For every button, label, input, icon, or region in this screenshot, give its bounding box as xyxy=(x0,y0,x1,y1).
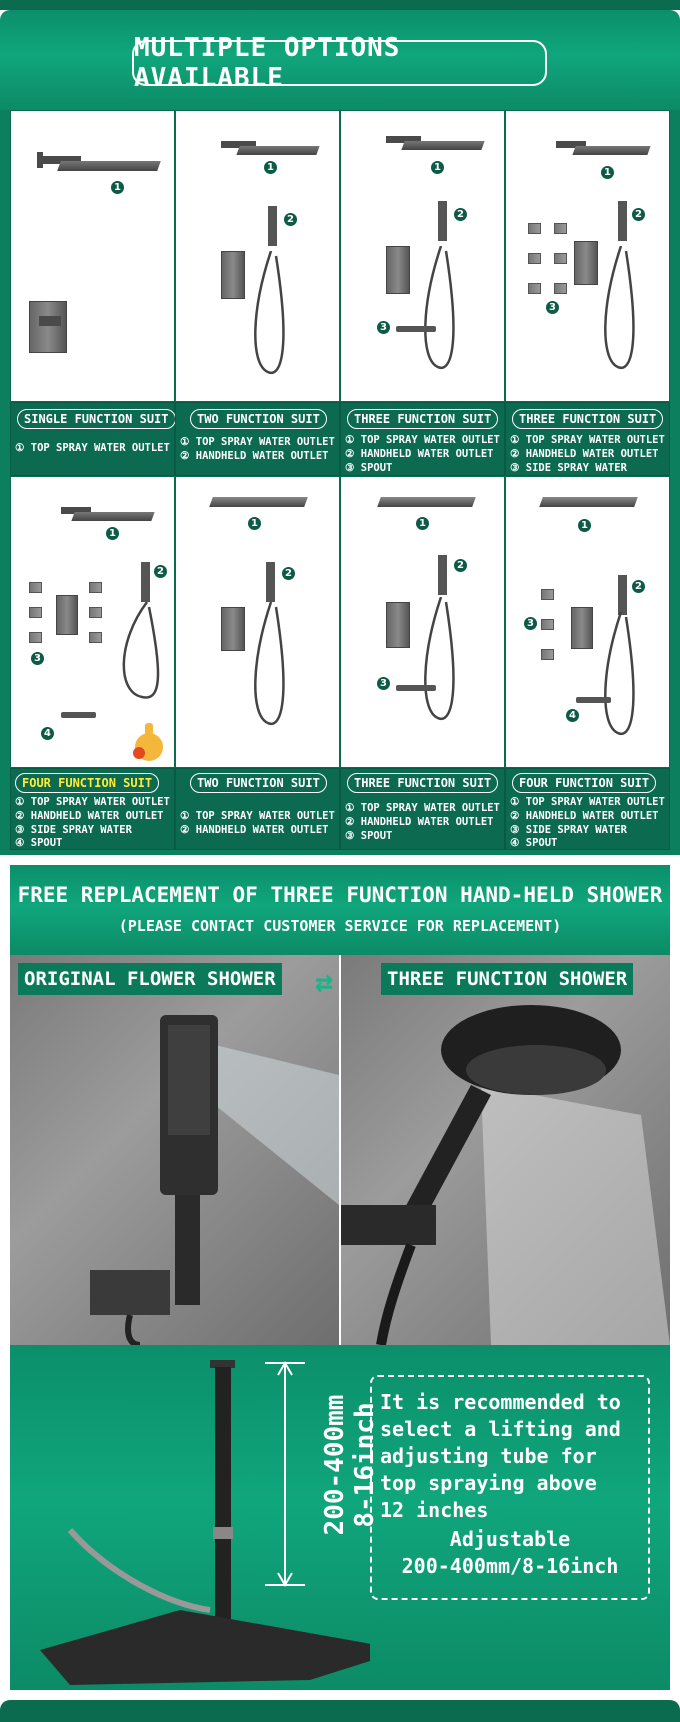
feature-line: ② HANDHELD WATER OUTLET xyxy=(510,448,659,460)
hose-icon xyxy=(596,612,656,752)
marker-1: 1 xyxy=(111,181,124,194)
feature-line: ③ SIDE SPRAY WATER xyxy=(15,824,132,836)
adjust-section xyxy=(10,1345,670,1690)
marker-1: 1 xyxy=(431,161,444,174)
replacement-header xyxy=(10,865,670,955)
round-hand-shower-icon xyxy=(341,955,670,1345)
hose-icon xyxy=(416,246,476,386)
option-image-three-function-square xyxy=(340,476,505,768)
marker-2: 2 xyxy=(454,559,467,572)
feature-line: ② HANDHELD WATER OUTLET xyxy=(180,450,329,462)
option-label-6 xyxy=(340,768,505,850)
marker-1: 1 xyxy=(601,166,614,179)
marker-4: 4 xyxy=(41,727,54,740)
swap-arrows-icon: ⇄ xyxy=(315,965,334,1000)
thumbs-up-icon xyxy=(131,717,171,767)
feature-line: ② HANDHELD WATER OUTLET xyxy=(180,824,329,836)
section-title: MULTIPLE OPTIONS AVAILABLE xyxy=(132,40,547,86)
option-label-7 xyxy=(505,768,670,850)
option-label-1 xyxy=(175,402,340,476)
feature-line: ③ SIDE SPRAY WATER xyxy=(510,824,627,836)
function-pill: SINGLE FUNCTION SUIT xyxy=(17,409,176,429)
marker-2: 2 xyxy=(632,580,645,593)
hose-icon xyxy=(246,602,306,742)
function-pill: THREE FUNCTION SUIT xyxy=(512,409,663,429)
option-image-single-function xyxy=(10,110,175,402)
replacement-section xyxy=(10,865,670,1345)
hose-icon xyxy=(416,597,476,737)
note-line: adjusting tube for xyxy=(380,1444,597,1468)
feature-line: ② HANDHELD WATER OUTLET xyxy=(345,816,494,828)
recommendation-note xyxy=(370,1375,650,1600)
dimension-inch-label: 8-16inch xyxy=(350,1402,380,1528)
marker-1: 1 xyxy=(264,161,277,174)
note-line: select a lifting and xyxy=(380,1417,621,1441)
marker-2: 2 xyxy=(154,565,167,578)
feature-line: ① TOP SPRAY WATER OUTLET xyxy=(510,434,665,446)
function-pill: FOUR FUNCTION SUIT xyxy=(512,773,656,793)
marker-1: 1 xyxy=(416,517,429,530)
hose-icon xyxy=(246,251,306,391)
marker-2: 2 xyxy=(282,567,295,580)
original-shower-label: ORIGINAL FLOWER SHOWER xyxy=(18,963,282,995)
feature-line: ① TOP SPRAY WATER OUTLET xyxy=(510,796,665,808)
feature-line: ① TOP SPRAY WATER OUTLET xyxy=(15,796,170,808)
feature-line: ① TOP SPRAY WATER OUTLET xyxy=(345,434,500,446)
replacement-title: FREE REPLACEMENT OF THREE FUNCTION HAND-HELD SHOWER xyxy=(17,883,663,907)
options-grid xyxy=(0,110,680,855)
adjustable-value: 200-400mm/8-16inch xyxy=(401,1554,619,1578)
marker-3: 3 xyxy=(377,677,390,690)
feature-line: ② HANDHELD WATER OUTLET xyxy=(15,810,164,822)
hose-icon xyxy=(596,246,656,386)
dimension-mm-label: 200-400mm xyxy=(320,1394,350,1536)
marker-3: 3 xyxy=(546,301,559,314)
function-pill: TWO FUNCTION SUIT xyxy=(190,773,327,793)
feature-line: ① TOP SPRAY WATER OUTLET xyxy=(180,810,335,822)
note-line: It is recommended to xyxy=(380,1390,621,1414)
marker-1: 1 xyxy=(106,527,119,540)
option-image-two-function-square xyxy=(175,476,340,768)
option-image-two-function xyxy=(175,110,340,402)
option-image-four-function xyxy=(10,476,175,768)
three-function-shower-photo xyxy=(341,955,670,1345)
ceiling-shower-arm-icon xyxy=(10,1345,370,1690)
note-line: top spraying above xyxy=(380,1471,597,1495)
marker-4: 4 xyxy=(566,709,579,722)
replacement-subtitle: (PLEASE CONTACT CUSTOMER SERVICE FOR REPLACEMENT) xyxy=(118,917,562,935)
feature-line: ③ SIDE SPRAY WATER xyxy=(510,462,627,474)
options-header xyxy=(0,10,680,110)
option-label-0 xyxy=(10,402,175,476)
feature-line: ① TOP SPRAY WATER OUTLET xyxy=(15,442,170,454)
option-image-three-function-spout xyxy=(340,110,505,402)
feature-line: ④ SPOUT xyxy=(510,837,558,849)
function-pill: THREE FUNCTION SUIT xyxy=(347,409,498,429)
feature-line: ③ SPOUT xyxy=(345,462,393,474)
marker-3: 3 xyxy=(377,321,390,334)
feature-line: ② HANDHELD WATER OUTLET xyxy=(510,810,659,822)
bottom-border-strip xyxy=(0,1700,680,1722)
feature-line: ② HANDHELD WATER OUTLET xyxy=(345,448,494,460)
marker-1: 1 xyxy=(248,517,261,530)
function-pill-highlighted: FOUR FUNCTION SUIT xyxy=(15,773,159,793)
option-label-3 xyxy=(505,402,670,476)
option-image-three-function-jets xyxy=(505,110,670,402)
option-label-2 xyxy=(340,402,505,476)
feature-line: ① TOP SPRAY WATER OUTLET xyxy=(180,436,335,448)
note-line: 12 inches xyxy=(380,1498,489,1522)
function-pill: THREE FUNCTION SUIT xyxy=(347,773,498,793)
adjustable-title: Adjustable xyxy=(449,1527,571,1551)
marker-1: 1 xyxy=(578,519,591,532)
option-label-4 xyxy=(10,768,175,850)
feature-line: ④ SPOUT xyxy=(15,837,63,849)
top-border-strip xyxy=(0,0,680,10)
feature-line: ③ SPOUT xyxy=(345,830,393,842)
marker-2: 2 xyxy=(632,208,645,221)
function-pill: TWO FUNCTION SUIT xyxy=(190,409,327,429)
marker-2: 2 xyxy=(284,213,297,226)
square-hand-shower-icon xyxy=(10,955,339,1345)
marker-2: 2 xyxy=(454,208,467,221)
original-shower-photo xyxy=(10,955,339,1345)
feature-line: ① TOP SPRAY WATER OUTLET xyxy=(345,802,500,814)
option-image-four-function-square xyxy=(505,476,670,768)
marker-3: 3 xyxy=(524,617,537,630)
option-label-5 xyxy=(175,768,340,850)
marker-3: 3 xyxy=(31,652,44,665)
three-function-shower-label: THREE FUNCTION SHOWER xyxy=(381,963,633,995)
